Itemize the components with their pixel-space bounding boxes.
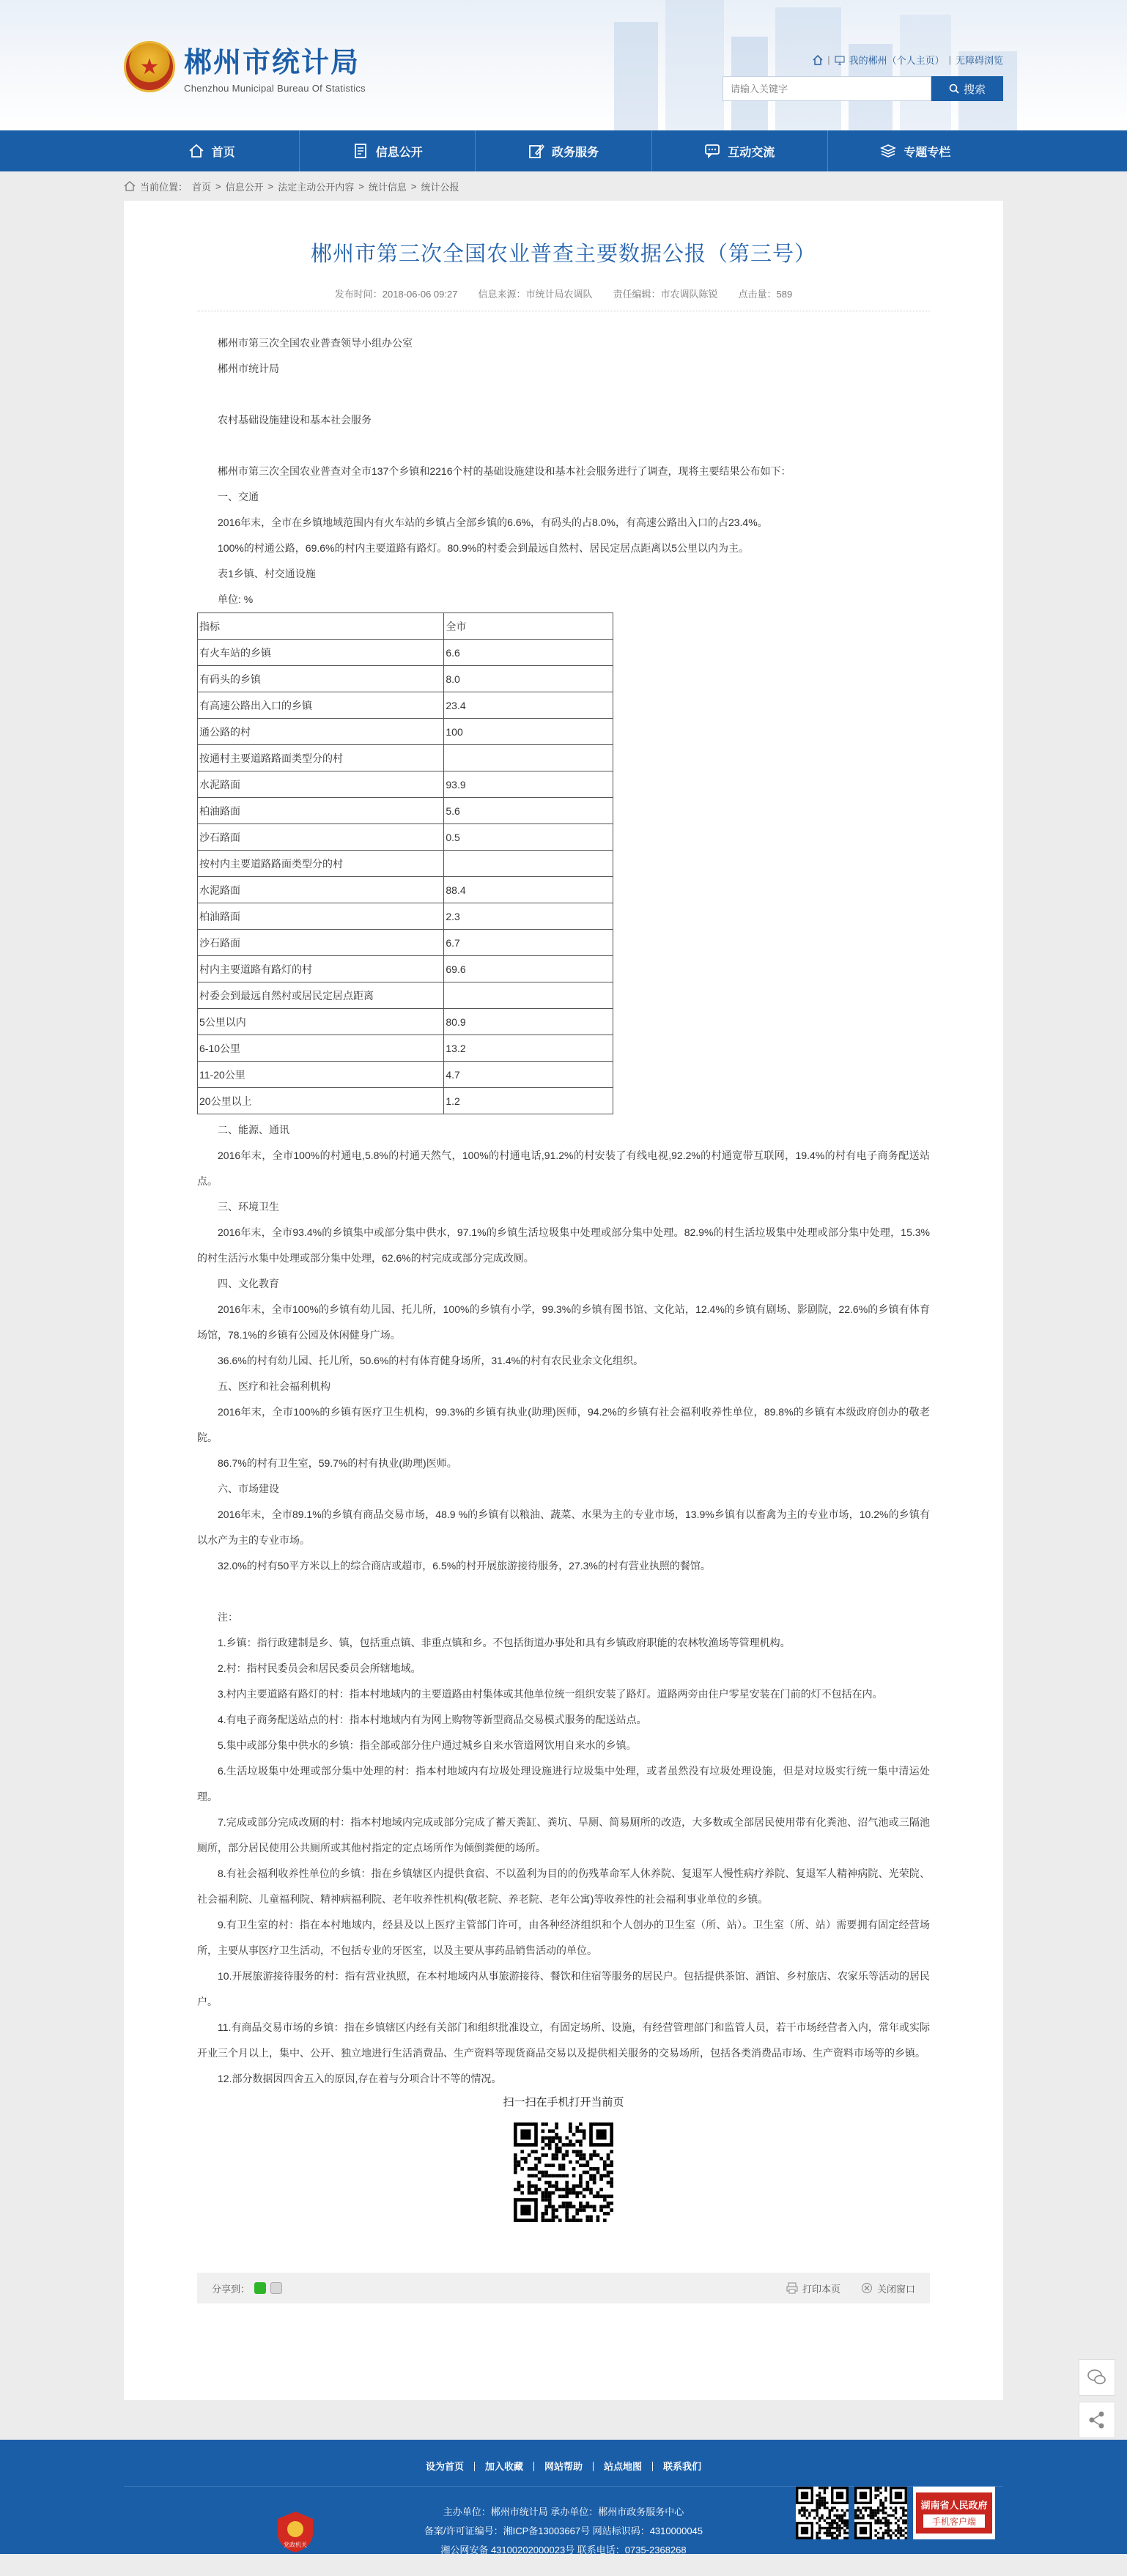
table-cell-indicator: 沙石路面	[198, 824, 444, 851]
footer-sponsor: 主办单位：郴州市统计局 承办单位：郴州市政务服务中心	[443, 2506, 684, 2517]
footer-links	[0, 2440, 1127, 2471]
article-paragraph: 10.开展旅游接待服务的村：指有营业执照，在本村地域内从事旅游接待、餐饮和住宿等服务的居民户。包括提供茶馆、酒馆、乡村旅店、农家乐等活动的居民户。	[197, 1970, 930, 2007]
article-paragraph: 12.部分数据因四舍五入的原因,存在着与分项合计不等的情况。	[218, 2073, 502, 2084]
share-label: 分享到：	[212, 2283, 251, 2295]
location-home-icon	[124, 180, 136, 192]
table-cell-value: 6.7	[444, 930, 613, 956]
footer-police-record: 湘公网安备 43100202000023号 联系电话：0735-2368268	[440, 2544, 687, 2555]
article-paragraph: 32.0%的村有50平方米以上的综合商店或超市，6.5%的村开展旅游接待服务，27.3%的村有营业执照的餐馆。	[218, 1560, 711, 1572]
table-cell-value: 23.4	[444, 692, 613, 719]
table-row	[198, 982, 613, 1009]
table-cell-indicator: 按通村主要道路路面类型分的村	[198, 745, 444, 771]
site-logo[interactable]	[124, 40, 366, 94]
table-row	[198, 1062, 613, 1088]
table-cell-indicator: 村内主要道路有路灯的村	[198, 956, 444, 982]
table-cell-value: 80.9	[444, 1009, 613, 1035]
edit-icon	[528, 143, 544, 159]
footer-qr-codes	[796, 2487, 995, 2539]
article-paragraph: 2016年末，全市93.4%的乡镇集中或部分集中供水，97.1%的乡镇生活垃圾集中处理或部分集中处理。82.9%的村生活垃圾集中处理或部分集中处理，15.3%的村生活污水集中处理或部分集中处理，62.6%的村完成或部分完成改厕。	[197, 1226, 930, 1264]
article-paragraph: 郴州市第三次全国农业普查领导小组办公室	[218, 337, 413, 349]
table-row	[198, 824, 613, 851]
table-row	[198, 692, 613, 719]
print-button[interactable]: 打印本页	[786, 2281, 840, 2295]
table-cell-value: 1.2	[444, 1088, 613, 1114]
table-cell-indicator: 柏油路面	[198, 903, 444, 930]
table-cell-value: 13.2	[444, 1035, 613, 1062]
table-row	[198, 877, 613, 903]
gov-badge-subtitle: 手机客户端	[931, 2517, 977, 2527]
search-icon	[949, 84, 959, 94]
nav-item-home[interactable]: 首页	[124, 130, 300, 171]
table-row	[198, 798, 613, 824]
article-paragraph: 2016年末，全市在乡镇地域范围内有火车站的乡镇占全部乡镇的6.6%，有码头的占8.0%，有高速公路出入口的占23.4%。	[218, 517, 768, 528]
table-cell-value: 2.3	[444, 903, 613, 930]
table-cell-indicator: 通公路的村	[198, 719, 444, 745]
table-row	[198, 903, 613, 930]
share-icon	[1087, 2410, 1107, 2430]
table-row	[198, 745, 613, 771]
article-paragraph: 农村基础设施建设和基本社会服务	[218, 414, 372, 426]
home-icon	[188, 143, 204, 159]
article-paragraph: 一、交通	[218, 491, 259, 503]
article-paragraph: 三、环境卫生	[218, 1201, 279, 1213]
site-name-en: Chenzhou Municipal Bureau Of Statistics	[184, 83, 366, 94]
search-box	[723, 76, 1003, 101]
article-paragraph: 表1乡镇、村交通设施	[218, 568, 316, 580]
add-favorite-link[interactable]: 加入收藏	[475, 2462, 534, 2471]
article-paragraph: 四、文化教育	[218, 1278, 279, 1289]
site-header	[0, 0, 1127, 130]
site-footer	[0, 2440, 1127, 2554]
blank-line	[197, 433, 930, 459]
article-paragraph: 9.有卫生室的村：指在本村地域内，经县及以上医疗主管部门许可，由各种经济组织和个人创办的卫生室（所、站）。卫生室（所、站）需要拥有固定经营场所，主要从事医疗卫生活动，不包括专业的牙医室，以及主要从事药品销售活动的单位。	[197, 1919, 930, 1956]
article-paragraph: 2016年末，全市89.1%的乡镇有商品交易市场，48.9 %的乡镇有以粮油、蔬菜、水果为主的专业市场，13.9%乡镇有以畜禽为主的专业市场，10.2%的乡镇有以水产为主的专业市场。	[197, 1509, 930, 1546]
article-paragraph: 六、市场建设	[218, 1483, 279, 1495]
table-header-row	[198, 613, 613, 640]
close-icon	[861, 2282, 873, 2294]
breadcrumb-separator: >	[215, 180, 221, 192]
table-cell-indicator: 村委会到最远自然村或居民定居点距离	[198, 982, 444, 1009]
home-small-icon[interactable]	[813, 55, 823, 65]
search-input[interactable]	[723, 76, 931, 101]
article-paragraph: 86.7%的村有卫生室，59.7%的村有执业(助理)医师。	[218, 1457, 457, 1469]
site-name: 郴州市统计局	[184, 45, 361, 78]
table-cell-value: 全市	[444, 613, 613, 640]
qzone-share-icon[interactable]	[270, 2282, 282, 2294]
monitor-icon	[835, 55, 845, 65]
article-paragraph: 36.6%的村有幼儿园、托儿所，50.6%的村有体育健身场所，31.4%的村有农民业余文化组织。	[218, 1355, 644, 1366]
gov-badge-title: 湖南省人民政府	[920, 2500, 988, 2511]
article-body	[197, 330, 930, 2232]
wechat-float-button[interactable]	[1079, 2359, 1115, 2396]
article-paragraph: 4.有电子商务配送站点的村：指本村地域内有为网上购物等新型商品交易模式服务的配送站点。	[218, 1714, 647, 1725]
table-cell-indicator: 按村内主要道路路面类型分的村	[198, 851, 444, 877]
table-row	[198, 666, 613, 692]
sitemap-link[interactable]: 站点地图	[594, 2462, 653, 2471]
table-cell-value	[444, 851, 613, 877]
table-cell-value: 4.7	[444, 1062, 613, 1088]
article-paragraph: 2016年末，全市100%的村通电,5.8%的村通天然气，100%的村通电话,91.2%的村安装了有线电视,92.2%的村通宽带互联网，19.4%的村有电子商务配送站点。	[197, 1150, 930, 1187]
close-window-button[interactable]: 关闭窗口	[861, 2281, 915, 2295]
table-row	[198, 719, 613, 745]
party-gov-badge-icon[interactable]	[275, 2510, 316, 2554]
article-paragraph: 100%的村通公路，69.6%的村内主要道路有路灯。80.9%的村委会到最远自然村、居民定居点距离以5公里以内为主。	[218, 542, 749, 554]
contact-us-link[interactable]: 联系我们	[663, 2461, 702, 2472]
table-cell-value: 5.6	[444, 798, 613, 824]
breadcrumb-prefix: 当前位置：	[140, 181, 188, 193]
table-row	[198, 1088, 613, 1114]
article-paragraph: 2.村：指村民委员会和居民委员会所辖地域。	[218, 1662, 421, 1674]
table-cell-indicator: 水泥路面	[198, 877, 444, 903]
blank-line	[197, 1579, 930, 1605]
nav-item-interaction[interactable]: 互动交流	[652, 130, 828, 171]
qr-block	[197, 2093, 930, 2232]
blank-line	[197, 382, 930, 407]
share-float-button[interactable]	[1079, 2402, 1115, 2438]
article-paragraph: 郴州市统计局	[218, 363, 279, 374]
hit-count: 点击量：589	[738, 289, 793, 300]
table-cell-indicator: 有高速公路出入口的乡镇	[198, 692, 444, 719]
publish-time: 发布时间：2018-06-06 09:27	[334, 289, 458, 300]
article-paragraph: 6.生活垃圾集中处理或部分集中处理的村：指本村地域内有垃圾处理设施进行垃圾集中处理，或者虽然没有垃圾处理设施，但是对垃圾实行统一集中清运处理。	[197, 1765, 930, 1802]
table-cell-indicator: 有码头的乡镇	[198, 666, 444, 692]
document-icon	[352, 143, 369, 159]
article-paragraph: 2016年末，全市100%的乡镇有医疗卫生机构，99.3%的乡镇有执业(助理)医师，94.2%的乡镇有社会福利收养性单位，89.8%的乡镇有本级政府创办的敬老院。	[197, 1406, 930, 1443]
table-cell-value: 93.9	[444, 771, 613, 798]
article-meta	[197, 286, 930, 311]
table-row	[198, 771, 613, 798]
article-container	[124, 201, 1003, 2400]
table-cell-value	[444, 982, 613, 1009]
table-cell-indicator: 指标	[198, 613, 444, 640]
article-title: 郴州市第三次全国农业普查主要数据公报（第三号）	[310, 243, 816, 266]
breadcrumb-stat-info[interactable]: 统计信息	[368, 181, 407, 193]
article-paragraph: 5.集中或部分集中供水的乡镇：指全部或部分住户通过城乡自来水管道网饮用自来水的乡镇。	[218, 1739, 637, 1751]
article-paragraph: 7.完成或部分完成改厕的村：指本村地域内完成或部分完成了蓄天粪缸、粪坑、旱厕、简易厕所的改造，大多数或全部居民使用带有化粪池、沼气池或三隔池厕所，部分居民使用公共厕所或其他村指定的定点场所作为倾倒粪便的场所。	[197, 1816, 930, 1854]
article-paragraph: 二、能源、通讯	[218, 1124, 289, 1136]
breadcrumb-statutory-content[interactable]: 法定主动公开内容	[278, 181, 355, 193]
search-button[interactable]: 搜索	[931, 76, 1003, 101]
table-cell-indicator: 20公里以上	[198, 1088, 444, 1114]
table-cell-value: 100	[444, 719, 613, 745]
article-paragraph: 3.村内主要道路有路灯的村：指本村地域内的主要道路由村集体或其他单位统一组织安装了路灯。道路两旁由住户零星安装在门前的灯不包括在内。	[218, 1688, 883, 1700]
nav-item-gov-services[interactable]: 政务服务	[476, 130, 651, 171]
nav-item-info-disclosure[interactable]: 信息公开	[300, 130, 476, 171]
footer-icp: 备案/许可证编号：湘ICP备13003667号 网站标识码：4310000045	[424, 2525, 703, 2536]
table-cell-value	[444, 745, 613, 771]
national-emblem-icon: ★	[124, 41, 175, 92]
hunan-gov-app-badge[interactable]	[913, 2487, 995, 2539]
dzjg-label: 党政机关	[284, 2542, 307, 2548]
table-cell-indicator: 柏油路面	[198, 798, 444, 824]
table-row	[198, 930, 613, 956]
article-paragraph: 注：	[218, 1611, 238, 1623]
traffic-facilities-table	[197, 612, 613, 1114]
table-row	[198, 851, 613, 877]
breadcrumb	[124, 171, 1003, 201]
qr-caption: 扫一扫在手机打开当前页	[503, 2096, 624, 2109]
article-paragraph: 五、医疗和社会福利机构	[218, 1380, 330, 1392]
editor: 责任编辑：市农调队陈锐	[613, 289, 718, 300]
table-cell-indicator: 5公里以内	[198, 1009, 444, 1035]
table-cell-indicator: 水泥路面	[198, 771, 444, 798]
table-row	[198, 956, 613, 982]
breadcrumb-stat-bulletin[interactable]: 统计公报	[421, 181, 459, 193]
weibo-qr-code	[854, 2487, 907, 2539]
article-paragraph: 单位: %	[218, 593, 254, 605]
wechat-icon	[1087, 2367, 1107, 2388]
article-paragraph: 8.有社会福利收养性单位的乡镇：指在乡镇辖区内提供食宿、不以盈利为目的的伤残革命军人休养院、复退军人慢性病疗养院、复退军人精神病院、光荣院、社会福利院、儿童福利院、精神病福利院、老年收养性机构(敬老院、养老院、老年公寓)等收养性的社会福利事业单位的乡镇。	[197, 1868, 930, 1905]
breadcrumb-separator: >	[267, 180, 274, 192]
wechat-qr-code	[796, 2487, 849, 2539]
breadcrumb-home[interactable]: 首页	[192, 181, 212, 193]
share-bar	[197, 2273, 930, 2303]
printer-icon	[786, 2282, 798, 2294]
table-cell-value: 0.5	[444, 824, 613, 851]
nav-item-special-topics[interactable]: 专题专栏	[828, 130, 1003, 171]
site-help-link[interactable]: 网站帮助	[534, 2462, 594, 2471]
table-row	[198, 1009, 613, 1035]
breadcrumb-info-disclosure[interactable]: 信息公开	[225, 181, 264, 193]
my-chenzhou-link[interactable]: 我的郴州（个人主页）	[849, 55, 945, 66]
table-cell-value: 8.0	[444, 666, 613, 692]
breadcrumb-separator: >	[358, 180, 364, 192]
article-paragraph: 1.乡镇：指行政建制是乡、镇，包括重点镇、非重点镇和乡。不包括街道办事处和具有乡镇政府职能的农林牧渔场等管理机构。	[218, 1637, 791, 1648]
stack-icon	[880, 143, 896, 159]
article-paragraph: 11.有商品交易市场的乡镇：指在乡镇辖区内经有关部门和组织批准设立，有固定场所、设施，有经营管理部门和监管人员，若干市场经营者入内，常年或实际开业三个月以上，集中、公开、独立地进行生活消费品、生产资料等现货商品交易以及提供相关服务的交易场所，包括各类消费品市场、生产资料市场等的乡镇。	[197, 2021, 930, 2059]
table-cell-indicator: 6-10公里	[198, 1035, 444, 1062]
table-cell-value: 88.4	[444, 877, 613, 903]
page-qr-code	[514, 2122, 613, 2222]
table-row	[198, 640, 613, 666]
main-nav	[0, 130, 1127, 171]
article-paragraph: 2016年末，全市100%的乡镇有幼儿园、托儿所，100%的乡镇有小学，99.3%的乡镇有图书馆、文化站，12.4%的乡镇有剧场、影剧院，22.6%的乡镇有体育场馆，78.1%的乡镇有公园及休闲健身广场。	[197, 1303, 930, 1341]
top-links: | 我的郴州（个人主页） | 无障碍浏览	[813, 53, 1003, 67]
breadcrumb-separator: >	[410, 180, 417, 192]
table-cell-indicator: 11-20公里	[198, 1062, 444, 1088]
table-cell-value: 6.6	[444, 640, 613, 666]
chat-icon	[704, 143, 720, 159]
table-cell-value: 69.6	[444, 956, 613, 982]
accessibility-link[interactable]: 无障碍浏览	[955, 55, 1003, 66]
table-cell-indicator: 有火车站的乡镇	[198, 640, 444, 666]
table-cell-indicator: 沙石路面	[198, 930, 444, 956]
table-row	[198, 1035, 613, 1062]
set-homepage-link[interactable]: 设为首页	[415, 2462, 475, 2471]
wechat-share-icon[interactable]	[254, 2282, 266, 2294]
info-source: 信息来源：市统计局农调队	[478, 289, 593, 300]
article-paragraph: 郴州市第三次全国农业普查对全市137个乡镇和2216个村的基础设施建设和基本社会服务进行了调查，现将主要结果公布如下：	[218, 465, 791, 477]
